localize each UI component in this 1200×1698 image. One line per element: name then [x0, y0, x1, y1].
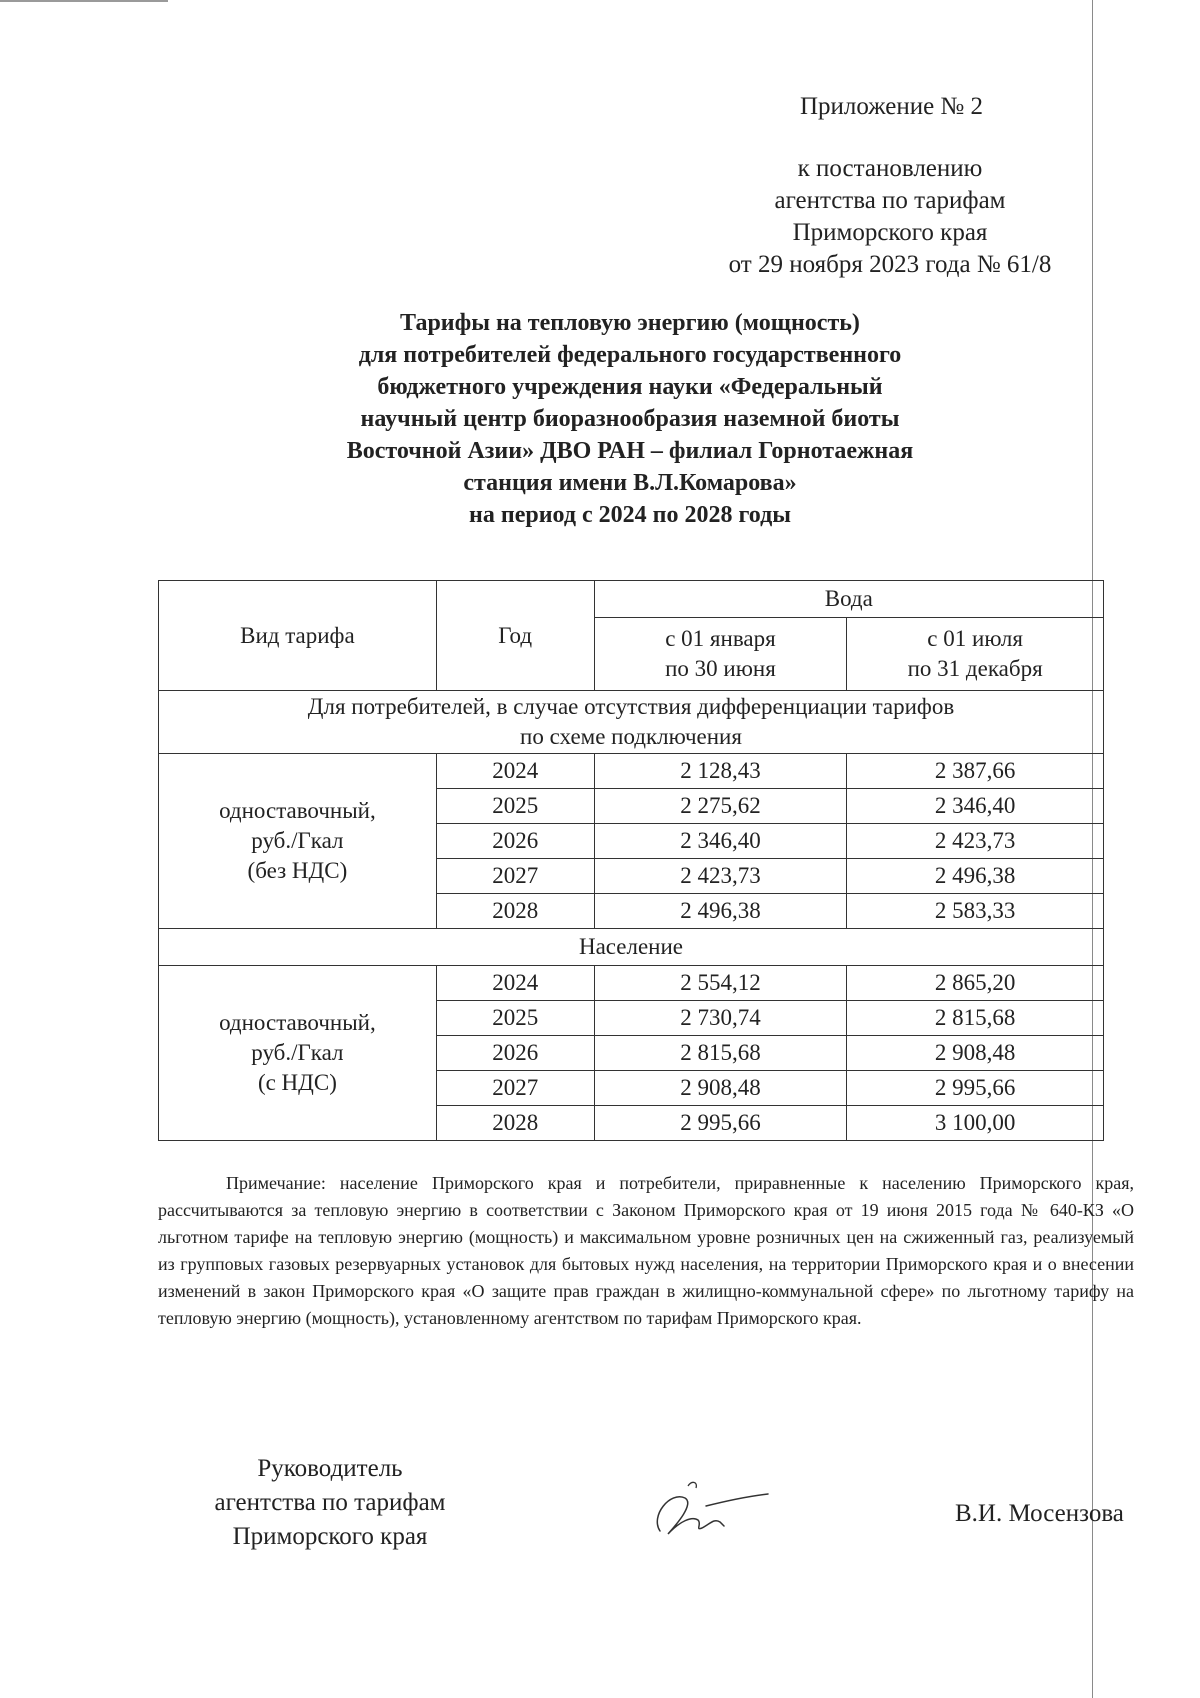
title-line: научный центр биоразнообразия наземной биоты — [360, 406, 900, 432]
value-h1-cell: 2 346,40 — [594, 824, 847, 859]
title-line: для потребителей федерального государственного — [358, 342, 902, 368]
value-h2-cell: 2 346,40 — [847, 789, 1104, 824]
value-h2-cell: 2 995,66 — [847, 1071, 1104, 1106]
period-line: с 01 января — [665, 626, 776, 651]
decree-line: к постановлению — [797, 155, 983, 182]
footnote: Примечание: население Приморского края и потребители, приравненные к населению Приморского края, рассчитываются за тепловую энергию в соответствии с Законом Приморского края от 19 июня 2015 года № 640-КЗ «О льготном тарифе на тепловую энергию (мощность) и максимальном уровне розничных цен на сжиженный газ, реализуемый из групповых газовых резервуарных установок для бытовых нужд населения, на территории Приморского края и о внесении изменений в закон Приморского края «О защите прав граждан в жилищно-коммунальной сфере» по льготному тарифу на тепловую энергию (мощность), установленному агентством по тарифам Приморского края. — [158, 1173, 1134, 1328]
position-line: агентства по тарифам — [214, 1489, 446, 1516]
value-h1-cell: 2 815,68 — [594, 1036, 847, 1071]
appendix-label: Приложение № 2 — [800, 93, 984, 120]
decree-line: агентства по тарифам — [774, 187, 1006, 214]
decree-line: от 29 ноября 2023 года № 61/8 — [728, 251, 1052, 278]
tariff-line: одноставочный, — [219, 1010, 376, 1035]
signer-name: В.И. Мосензова — [955, 1500, 1124, 1527]
value-h1-cell: 2 496,38 — [594, 894, 847, 929]
value-h1-cell: 2 995,66 — [594, 1106, 847, 1141]
value-h1-cell: 2 908,48 — [594, 1071, 847, 1106]
section-heading-line: по схеме подключения — [520, 724, 742, 749]
year-cell: 2027 — [436, 1071, 594, 1106]
handwritten-signature — [640, 1476, 770, 1546]
position-line: Приморского края — [232, 1523, 428, 1550]
year-cell: 2028 — [436, 894, 594, 929]
value-h1-cell: 2 423,73 — [594, 859, 847, 894]
decree-reference — [680, 153, 1100, 281]
document-title — [230, 307, 1030, 531]
tariff-type-cell — [159, 966, 437, 1141]
year-cell: 2025 — [436, 1001, 594, 1036]
position-line: Руководитель — [257, 1455, 403, 1482]
title-line: на период с 2024 по 2028 годы — [469, 502, 791, 528]
decree-line: Приморского края — [792, 219, 988, 246]
header-period-2 — [847, 618, 1104, 691]
section-heading — [159, 691, 1104, 754]
year-cell: 2027 — [436, 859, 594, 894]
tariff-line: (без НДС) — [247, 858, 348, 883]
value-h2-cell: 2 865,20 — [847, 966, 1104, 1001]
title-line: Восточной Азии» ДВО РАН – филиал Горнотаежная — [346, 438, 914, 464]
tariff-line: (с НДС) — [257, 1070, 337, 1095]
header-water: Вода — [594, 581, 1103, 618]
title-line: бюджетного учреждения науки «Федеральный — [377, 374, 883, 400]
tariff-type-cell — [159, 754, 437, 929]
value-h2-cell: 2 908,48 — [847, 1036, 1104, 1071]
year-cell: 2024 — [436, 754, 594, 789]
section-heading: Население — [159, 929, 1104, 966]
table-row — [159, 966, 1104, 1001]
tariff-line: руб./Гкал — [251, 1040, 344, 1065]
value-h2-cell: 2 387,66 — [847, 754, 1104, 789]
value-h2-cell: 2 583,33 — [847, 894, 1104, 929]
tariff-line: руб./Гкал — [251, 828, 344, 853]
value-h1-cell: 2 128,43 — [594, 754, 847, 789]
period-line: с 01 июля — [927, 626, 1023, 651]
scan-edge-top — [0, 0, 168, 2]
header-year: Год — [436, 581, 594, 691]
year-cell: 2025 — [436, 789, 594, 824]
value-h1-cell: 2 554,12 — [594, 966, 847, 1001]
year-cell: 2026 — [436, 1036, 594, 1071]
table-row — [159, 754, 1104, 789]
value-h2-cell: 3 100,00 — [847, 1106, 1104, 1141]
year-cell: 2026 — [436, 824, 594, 859]
tariff-table — [158, 580, 1104, 1141]
section-heading-line: Для потребителей, в случае отсутствия дифференциации тарифов — [307, 694, 955, 719]
title-line: Тарифы на тепловую энергию (мощность) — [400, 310, 860, 336]
year-cell: 2028 — [436, 1106, 594, 1141]
value-h2-cell: 2 496,38 — [847, 859, 1104, 894]
value-h1-cell: 2 275,62 — [594, 789, 847, 824]
period-line: по 30 июня — [665, 656, 776, 681]
period-line: по 31 декабря — [907, 656, 1043, 681]
title-line: станция имени В.Л.Комарова» — [463, 470, 797, 496]
value-h1-cell: 2 730,74 — [594, 1001, 847, 1036]
header-period-1 — [594, 618, 847, 691]
value-h2-cell: 2 423,73 — [847, 824, 1104, 859]
value-h2-cell: 2 815,68 — [847, 1001, 1104, 1036]
header-tariff-type: Вид тарифа — [159, 581, 437, 691]
year-cell: 2024 — [436, 966, 594, 1001]
signatory-position — [180, 1452, 480, 1554]
tariff-line: одноставочный, — [219, 798, 376, 823]
